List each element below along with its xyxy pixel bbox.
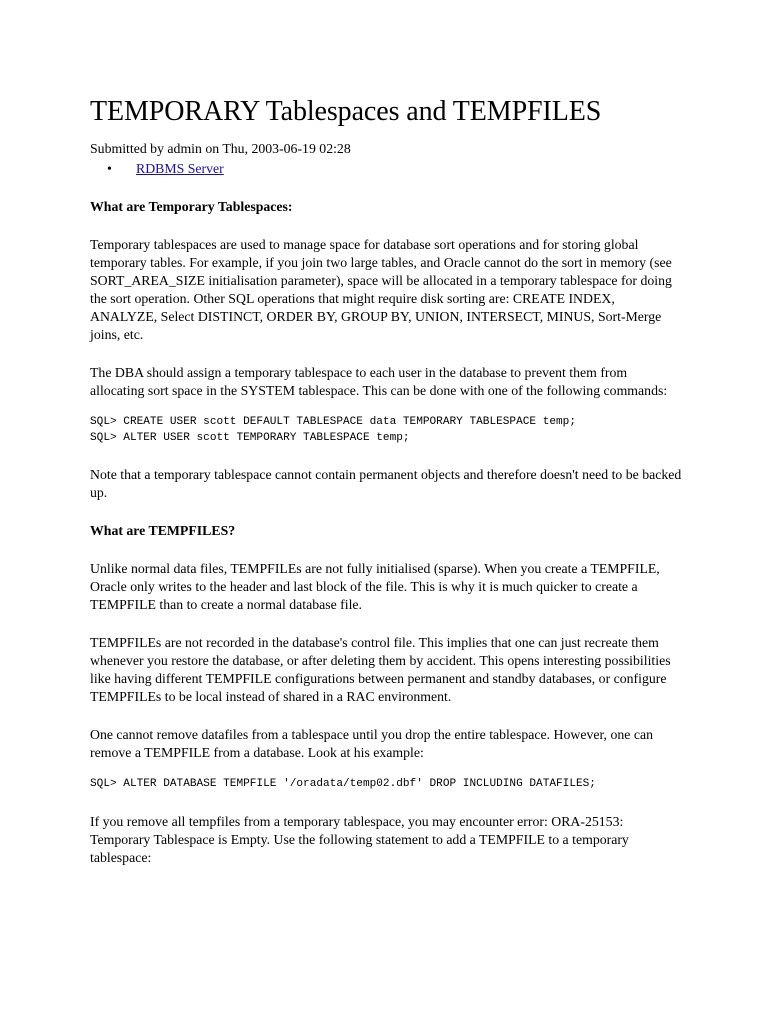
taxonomy-list	[90, 160, 682, 178]
paragraph: The DBA should assign a temporary tablespace to each user in the database to prevent them from allocating sort space in the SYSTEM tablespace. This can be done with one of the following commands:	[90, 365, 668, 398]
page-title: TEMPORARY Tablespaces and TEMPFILES	[90, 96, 602, 127]
code-block	[90, 777, 682, 793]
submitted-line: Submitted by admin on Thu, 2003-06-19 02:28	[90, 141, 351, 156]
paragraph: Note that a temporary tablespace cannot contain permanent objects and therefore doesn't need to be backed up.	[90, 467, 682, 500]
code-line: SQL> ALTER USER scott TEMPORARY TABLESPACE temp;	[90, 431, 410, 444]
paragraph: Temporary tablespaces are used to manage space for database sort operations and for storing global temporary tables. For example, if you join two large tables, and Oracle cannot do the sort in memory (see SORT_AREA_SIZE initialisation parameter), space will be allocated in a temporary tablespace for doing the sort operation. Other SQL operations that might require disk sorting are: CREATE INDEX, ANALYZE, Select DISTINCT, ORDER BY, GROUP BY, UNION, INTERSECT, MINUS, Sort-Merge joins, etc.	[90, 237, 672, 342]
paragraph: Unlike normal data files, TEMPFILEs are not fully initialised (sparse). When you create a TEMPFILE, Oracle only writes to the header and last block of the file. This is why it is much quicker to create a TEMPFILE than to create a normal database file.	[90, 561, 660, 612]
code-line: SQL> ALTER DATABASE TEMPFILE '/oradata/temp02.dbf' DROP INCLUDING DATAFILES;	[90, 778, 596, 790]
section-heading-tempfiles: What are TEMPFILES?	[90, 523, 236, 538]
code-block	[90, 415, 682, 446]
paragraph: TEMPFILEs are not recorded in the database's control file. This implies that one can just recreate them whenever you restore the database, or after deleting them by accident. This opens interesting possibilities like having different TEMPFILE configurations between permanent and standby databases, or configure TEMPFILEs to be local instead of shared in a RAC environment.	[90, 635, 671, 704]
code-line: SQL> CREATE USER scott DEFAULT TABLESPACE data TEMPORARY TABLESPACE temp;	[90, 416, 576, 428]
taxonomy-link-rdbms-server[interactable]: RDBMS Server	[136, 161, 224, 176]
bullet-icon: •	[107, 161, 112, 176]
list-item	[107, 160, 682, 178]
article	[90, 95, 682, 867]
paragraph: One cannot remove datafiles from a tablespace until you drop the entire tablespace. However, one can remove a TEMPFILE from a database. Look at his example:	[90, 727, 653, 760]
section-heading-temporary-tablespaces: What are Temporary Tablespaces:	[90, 199, 293, 214]
paragraph: If you remove all tempfiles from a temporary tablespace, you may encounter error: ORA-25153: Temporary Tablespace is Empty. Use the following statement to add a TEMPFILE to a temporary tablespace:	[90, 813, 629, 865]
